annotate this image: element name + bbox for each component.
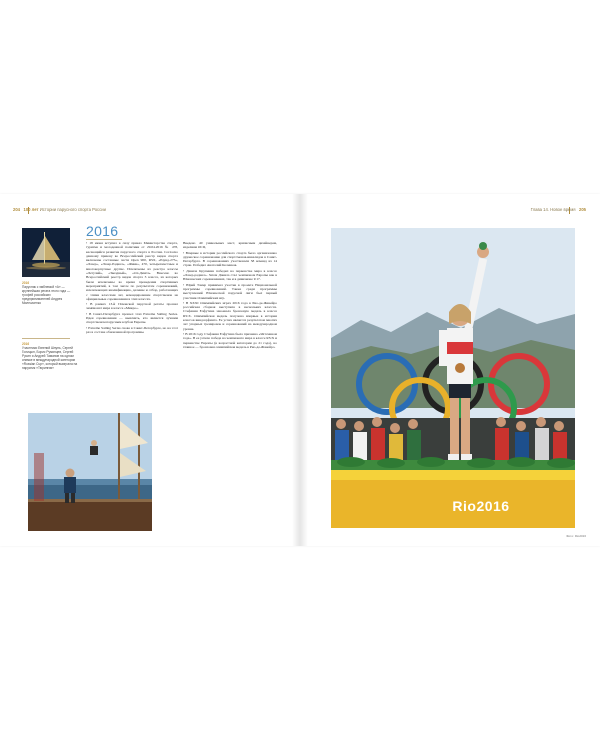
paragraph: • Впервые в истории российского спорта было организовано дружеское соревнование для спортсменов-инвалидов в Санкт-Петербурге. В соревнованиях участвовали 58 команд из 14 стран. Победил Анатолий Коленков. (183, 250, 277, 268)
left-page-number: 204 (13, 207, 20, 212)
year-heading: 2016 (86, 223, 119, 239)
chapter-title: Глава 14. Новое время (530, 207, 576, 212)
right-page-number: 205 (579, 207, 586, 212)
sidebar-divider (22, 338, 70, 339)
sailing-ship-photo (28, 413, 152, 531)
paragraph: • В Санкт-Петербурге прошел этап Extreme Sailing Series. Идея соревнования — выяснить, кто является лучшим спортсменом парусным клубом Европы. (86, 311, 178, 325)
medalist-podium-photo (331, 228, 575, 528)
paragraph: Введено 40 уникальных мест, кризисным дизайнерам, изделиям ОСЦ. (183, 241, 277, 250)
book-years: 100 лет (23, 207, 39, 212)
paragraph: • В XXXI Олимпийских играх 2016 года в Рио-де-Жанейро российская сборная выступила в нескольких классах. Стефания Елфутина завоевала бронзовую медаль в классе RS:X. Олимпийская медаль получена впервые в истории классов виндсерфинга. Ее успех является результатом многих лет упорных тренировок и соревнований на международном уровне. (183, 300, 277, 331)
sidebar-photo-boat (22, 228, 70, 277)
sidebar-caption-1 (22, 281, 78, 305)
paragraph: • В рамках 13-й Псковской парусной регаты прошел чемпионат мира в классе «Микро». (86, 302, 178, 311)
right-page (300, 194, 600, 546)
paragraph: • В 2016 году Стефания Елфутина была признана «Яхтсменом года». В ее успехе победа на чемпионате мира в классе RS:X и первенстве Европы (в возрастной категории до 21 года), но главное — бронзовая олимпийская медаль в Рио-де-Жанейро. (183, 331, 277, 349)
photo-credit: Фото: Rio2016 (566, 534, 586, 538)
paragraph: • Юрий Тамер принимал участие в проекте Национальной программы соревнований. Также среди программы выступлений Юношеской парусной лиги был первый участник Олимпийских игр. (183, 282, 277, 300)
left-page (0, 194, 300, 546)
running-head-right (531, 207, 586, 212)
book-title: Истории парусного спорта России (39, 207, 106, 212)
paragraph: • 18 июня вступил в силу приказ Министерства спорта, туризма и молодежной политики от 29.04.2016 № 478, касающийся развития парусного спорта в России. Согласно данному приказу во Всероссийский реестр видов спорта включены составные части Open 900, RSX, «Раунд-275», «Лазер», «Лазер-Радиал», «Финн», 470, четырехместные и многокорпусные другие. Исключены из реестра классы «Летучий», «Звездный», «Ол-Дингл». Внесено во Всероссийский реестр видов спорта 3 класса, из которых были исключены во время проведения спортивных мероприятий, в том числе по результатам соревнований, исключающих квалификацию, деление и отбор, работающих с этими классами лет, командирование спортсменов на официальные соревнования в этих классах. (86, 241, 178, 301)
text-column-a (86, 241, 178, 335)
year-underline (86, 239, 122, 240)
running-head-left (13, 207, 106, 212)
podium-banner-text: Rio2016 (452, 498, 510, 514)
caption-1-text: Парусник с эмблемой «A» — крупнейшая регата этого года — трофей российских предпринимателей Андрея Милешченко (22, 285, 71, 305)
book-spread (0, 194, 600, 546)
caption-1-year: 2016 (22, 281, 30, 285)
text-column-b (183, 241, 277, 350)
paragraph: • Extreme Sailing Series снова в Санкт-Петербурге, но на этот раз в составе обновленной программы. (86, 325, 178, 334)
paragraph: • Данила Крупенин победил на первенстве мира в классе «Лазер-радиал». Затем Данила стал чемпионом Европы как в Юношеских соревнованиях, так и в дивизионе U17. (183, 268, 277, 282)
caption-2-year: 2016 (22, 342, 30, 346)
caption-2-text: Участники Евгений Шпунь, Сергей Голицын, Борис Румянцев, Сергей Русин и Андрей Таманов на одном снимке в международной категории «Russian Cup», который выиграла на парусник «Тюрингия» (22, 346, 78, 370)
sidebar-caption-2 (22, 342, 78, 370)
